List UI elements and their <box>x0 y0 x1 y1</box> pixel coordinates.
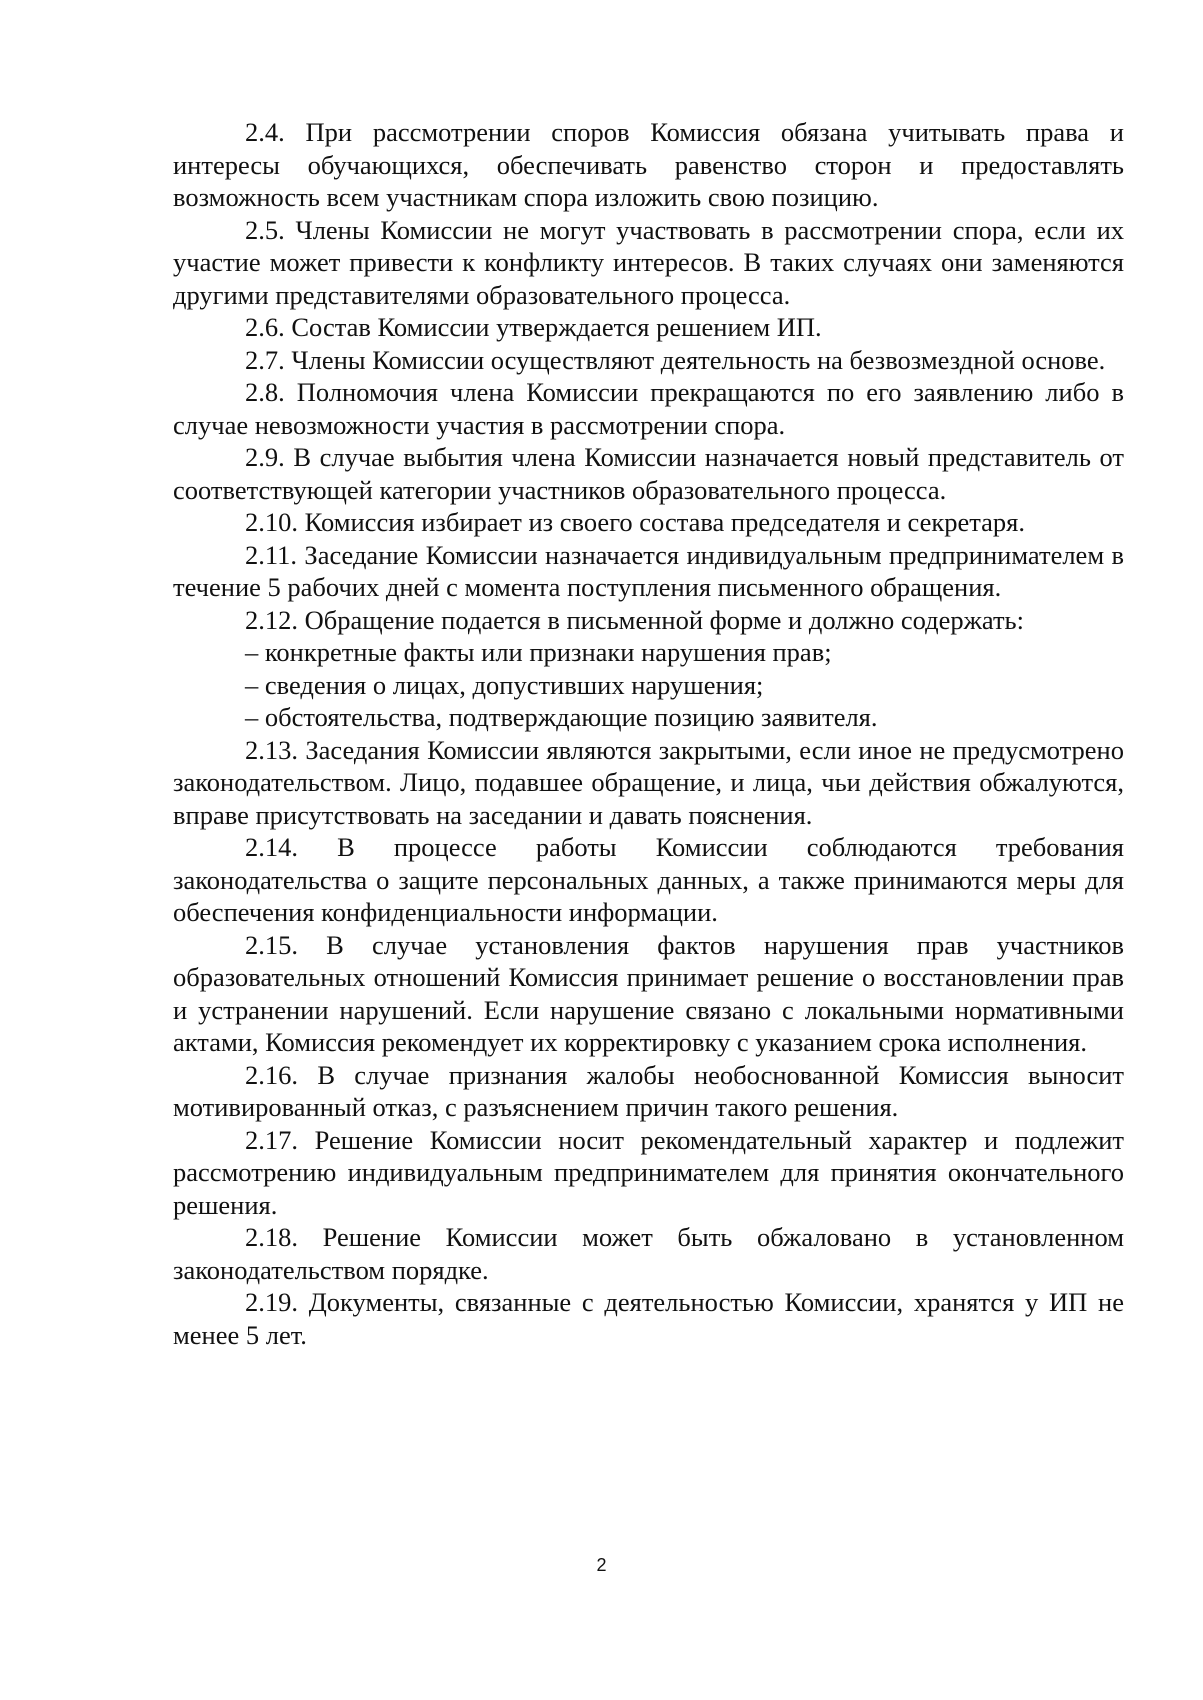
document-body <box>173 116 1124 1351</box>
list-item-facts: – конкретные факты или признаки нарушения прав; <box>245 637 832 667</box>
list-item-circumstances: – обстоятельства, подтверждающие позицию заявителя. <box>245 702 878 732</box>
paragraph-2-9: 2.9. В случае выбытия члена Комиссии назначается новый представитель от соответствующей категории участников образовательного процесса. <box>173 442 1124 505</box>
paragraph-2-19: 2.19. Документы, связанные с деятельностью Комиссии, хранятся у ИП не менее 5 лет. <box>173 1287 1124 1350</box>
paragraph-2-7: 2.7. Члены Комиссии осуществляют деятельность на безвозмездной основе. <box>245 344 1106 375</box>
paragraph-2-11: 2.11. Заседание Комиссии назначается индивидуальным предпринимателем в течение 5 рабочих дней с момента поступления письменного обращения. <box>173 539 1124 602</box>
paragraph-2-16: 2.16. В случае признания жалобы необоснованной Комиссия выносит мотивированный отказ, с разъяснением причин такого решения. <box>173 1059 1124 1122</box>
paragraph-2-12: 2.12. Обращение подается в письменной форме и должно содержать: <box>245 604 1024 635</box>
paragraph-2-10: 2.10. Комиссия избирает из своего состава председателя и секретаря. <box>245 507 1025 537</box>
paragraph-2-14: 2.14. В процессе работы Комиссии соблюдаются требования законодательства о защите персональных данных, а также принимаются меры для обеспечения конфиденциальности информации. <box>173 832 1124 927</box>
paragraph-2-4: 2.4. При рассмотрении споров Комиссия обязана учитывать права и интересы обучающихся, обеспечивать равенство сторон и предоставлять возможность всем участникам спора изложить свою позицию. <box>173 117 1124 212</box>
paragraph-2-17: 2.17. Решение Комиссии носит рекомендательный характер и подлежит рассмотрению индивидуальным предпринимателем для принятия окончательного решения. <box>173 1124 1124 1220</box>
paragraph-2-6: 2.6. Состав Комиссии утверждается решением ИП. <box>245 312 822 342</box>
paragraph-2-18: 2.18. Решение Комиссии может быть обжаловано в установленном законодательством порядке. <box>173 1222 1124 1285</box>
paragraph-2-8: 2.8. Полномочия члена Комиссии прекращаются по его заявлению либо в случае невозможности участия в рассмотрении спора. <box>173 377 1124 440</box>
page-number: 2 <box>596 1555 607 1575</box>
paragraph-2-5: 2.5. Члены Комиссии не могут участвовать в рассмотрении спора, если их участие может привести к конфликту интересов. В таких случаях они заменяются другими представителями образовательного процесса. <box>173 214 1124 310</box>
paragraph-2-13: 2.13. Заседания Комиссии являются закрытыми, если иное не предусмотрено законодательством. Лицо, подавшее обращение, и лица, чьи действия обжалуются, вправе присутствовать на заседании и давать пояснения. <box>173 734 1124 830</box>
list-item-persons: – сведения о лицах, допустивших нарушения; <box>245 669 764 700</box>
paragraph-2-15: 2.15. В случае установления фактов нарушения прав участников образовательных отношений Комиссия принимает решение о восстановлении прав и устранении нарушений. Если нарушение связано с локальными нормативными актами, Комиссия рекомендует их корректировку с указанием срока исполнения. <box>173 929 1124 1057</box>
